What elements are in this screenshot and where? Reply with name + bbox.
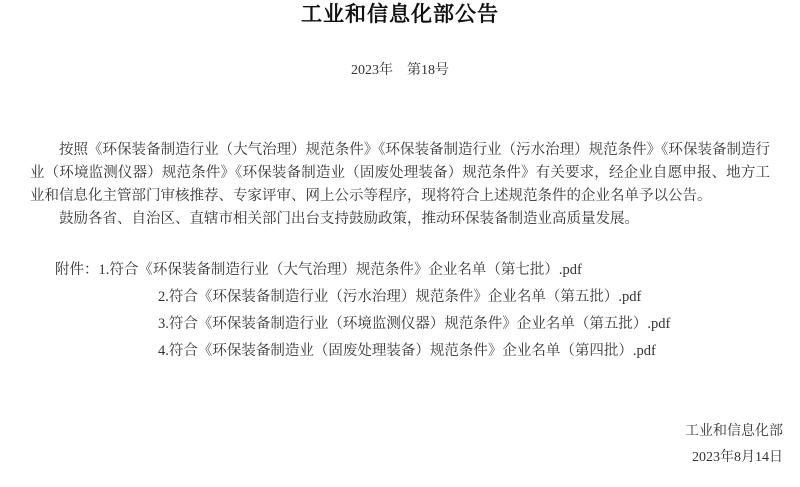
attachment-link-2[interactable]: 2.符合《环保装备制造行业（污水治理）规范条件》企业名单（第五批）.pdf <box>158 289 642 305</box>
page-title: 工业和信息化部公告 <box>301 3 499 26</box>
document-body <box>30 139 770 365</box>
attachments-label: 附件： <box>55 262 99 278</box>
signature-date: 2023年8月14日 <box>692 450 783 465</box>
attachment-link-4[interactable]: 4.符合《环保装备制造业（固废处理装备）规范条件》企业名单（第四批）.pdf <box>158 343 656 359</box>
attachment-link-1[interactable]: 1.符合《环保装备制造行业（大气治理）规范条件》企业名单（第七批）.pdf <box>98 262 582 278</box>
attachments-list <box>30 257 770 365</box>
body-paragraphs <box>30 139 770 231</box>
attachment-row <box>30 257 770 284</box>
signature-issuer: 工业和信息化部 <box>685 424 783 439</box>
attachment-link-3[interactable]: 3.符合《环保装备制造行业（环境监测仪器）规范条件》企业名单（第五批）.pdf <box>158 316 671 332</box>
attachment-row <box>30 311 770 338</box>
attachment-row <box>30 338 770 365</box>
issue-number: 2023年 第18号 <box>351 63 449 78</box>
body-paragraph-2: 鼓励各省、自治区、直辖市相关部门出台支持鼓励政策，推动环保装备制造业高质量发展。 <box>59 211 639 227</box>
body-paragraph-1: 按照《环保装备制造行业（大气治理）规范条件》《环保装备制造行业（污水治理）规范条件》《环保装备制造行业（环境监测仪器）规范条件》《环保装备制造业（固废处理装备）规范条件》有关要求，经企业自愿申报、地方工业和信息化主管部门审核推荐、专家评审、网上公示等程序，现将符合上述规范条件的企业名单予以公告。 <box>30 142 770 204</box>
signature-block <box>685 419 783 471</box>
attachment-row <box>30 284 770 311</box>
